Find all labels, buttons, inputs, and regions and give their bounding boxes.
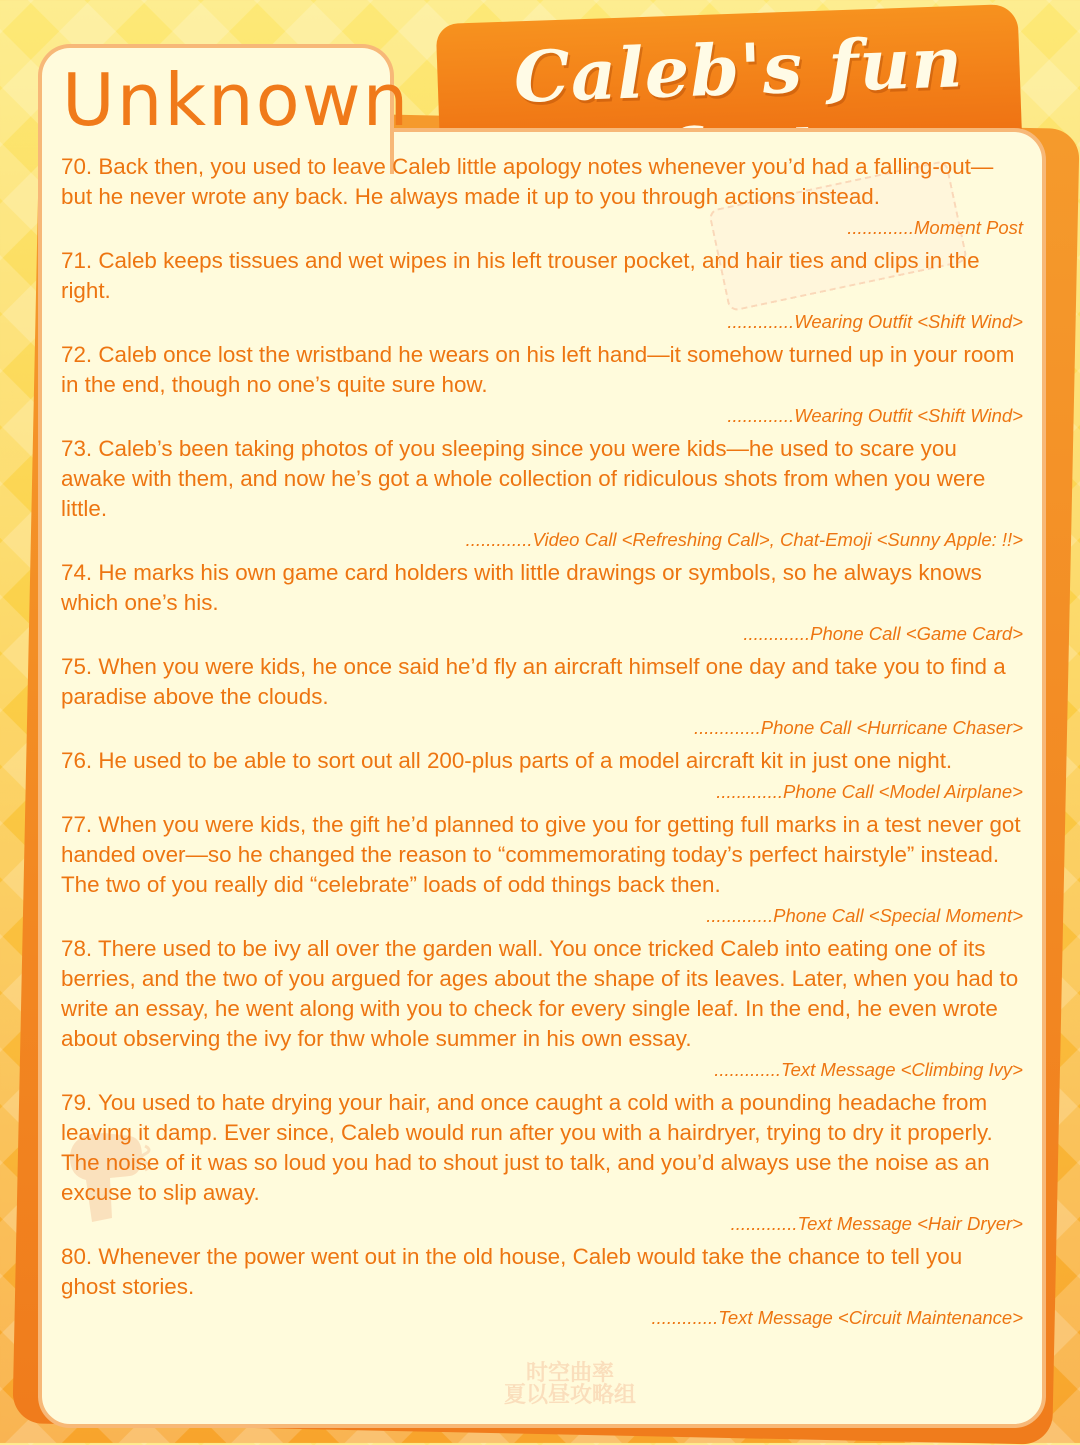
fact-source: .............Text Message <Circuit Maintenance> (651, 1307, 1023, 1328)
fact-item (61, 246, 1021, 334)
fact-source: .............Moment Post (847, 217, 1023, 238)
fact-source: .............Wearing Outfit <Shift Wind> (727, 311, 1023, 332)
fact-item (61, 1242, 1021, 1330)
fact-text: 75. When you were kids, he once said he’d fly an aircraft himself one day and take you to find a paradise above the clouds. (61, 654, 1006, 709)
fact-source: .............Text Message <Hair Dryer> (730, 1213, 1023, 1234)
fact-source: .............Phone Call <Game Card> (743, 623, 1023, 644)
fact-item (61, 652, 1021, 740)
fact-text: 74. He marks his own game card holders with little drawings or symbols, so he always knows which one’s his. (61, 560, 982, 615)
fact-text: 72. Caleb once lost the wristband he wears on his left hand—it somehow turned up in your room in the end, though no one’s quite sure how. (61, 342, 1015, 397)
fact-source: .............Phone Call <Special Moment> (706, 905, 1023, 926)
fact-text: 70. Back then, you used to leave Caleb little apology notes whenever you’d had a falling-out—but he never wrote any back. He always made it up to you through actions instead. (61, 154, 994, 209)
fact-source: .............Phone Call <Model Airplane> (716, 781, 1023, 802)
fact-item (61, 1088, 1021, 1236)
fact-source: .............Wearing Outfit <Shift Wind> (727, 405, 1023, 426)
fact-text: 77. When you were kids, the gift he’d planned to give you for getting full marks in a test never got handed over—so he changed the reason to “commemorating today’s perfect hairstyle” instead. The two of you really did “celebrate” loads of odd things back then. (61, 812, 1021, 897)
fact-item (61, 434, 1021, 552)
fact-item (61, 746, 1021, 804)
page-title: Caleb's fun (512, 20, 965, 119)
fact-text: 78. There used to be ivy all over the garden wall. You once tricked Caleb into eating one of its berries, and the two of you argued for ages about the shape of its leaves. Later, when you had to write an essay, he went along with you to check for every single leaf. In the end, he even wrote about observing the ivy for thw whole summer in his own essay. (61, 936, 1019, 1051)
fact-item (61, 558, 1021, 646)
fact-item (61, 152, 1021, 240)
facts-list (61, 152, 1021, 1336)
fact-item (61, 810, 1021, 928)
watermark-line: 时空曲率 (525, 1360, 614, 1385)
category-tab-label: Unknown (62, 58, 411, 142)
fact-text: 76. He used to be able to sort out all 200-plus parts of a model aircraft kit in just one night. (61, 748, 953, 773)
fact-text: 71. Caleb keeps tissues and wet wipes in his left trouser pocket, and hair ties and clips in the right. (61, 248, 980, 303)
fact-text: 80. Whenever the power went out in the old house, Caleb would take the chance to tell you ghost stories. (61, 1244, 963, 1299)
fact-source: .............Video Call <Refreshing Call>, Chat-Emoji <Sunny Apple: !!> (465, 529, 1023, 550)
watermark-logo (500, 1362, 640, 1406)
fact-item (61, 934, 1021, 1082)
watermark-line: 夏以昼攻略组 (503, 1382, 636, 1407)
fact-text: 79. You used to hate drying your hair, and once caught a cold with a pounding headache from leaving it damp. Ever since, Caleb would run after you with a hairdryer, trying to dry it properly. The noise of it was so loud you had to shout just to talk, and you’d always use the noise as an excuse to slip away. (61, 1090, 993, 1205)
fact-item (61, 340, 1021, 428)
fact-source: .............Phone Call <Hurricane Chaser> (693, 717, 1023, 738)
fact-source: .............Text Message <Climbing Ivy> (714, 1059, 1023, 1080)
fact-text: 73. Caleb’s been taking photos of you sleeping since you were kids—he used to scare you awake with them, and now he’s got a whole collection of ridiculous shots from when you were little. (61, 436, 986, 521)
